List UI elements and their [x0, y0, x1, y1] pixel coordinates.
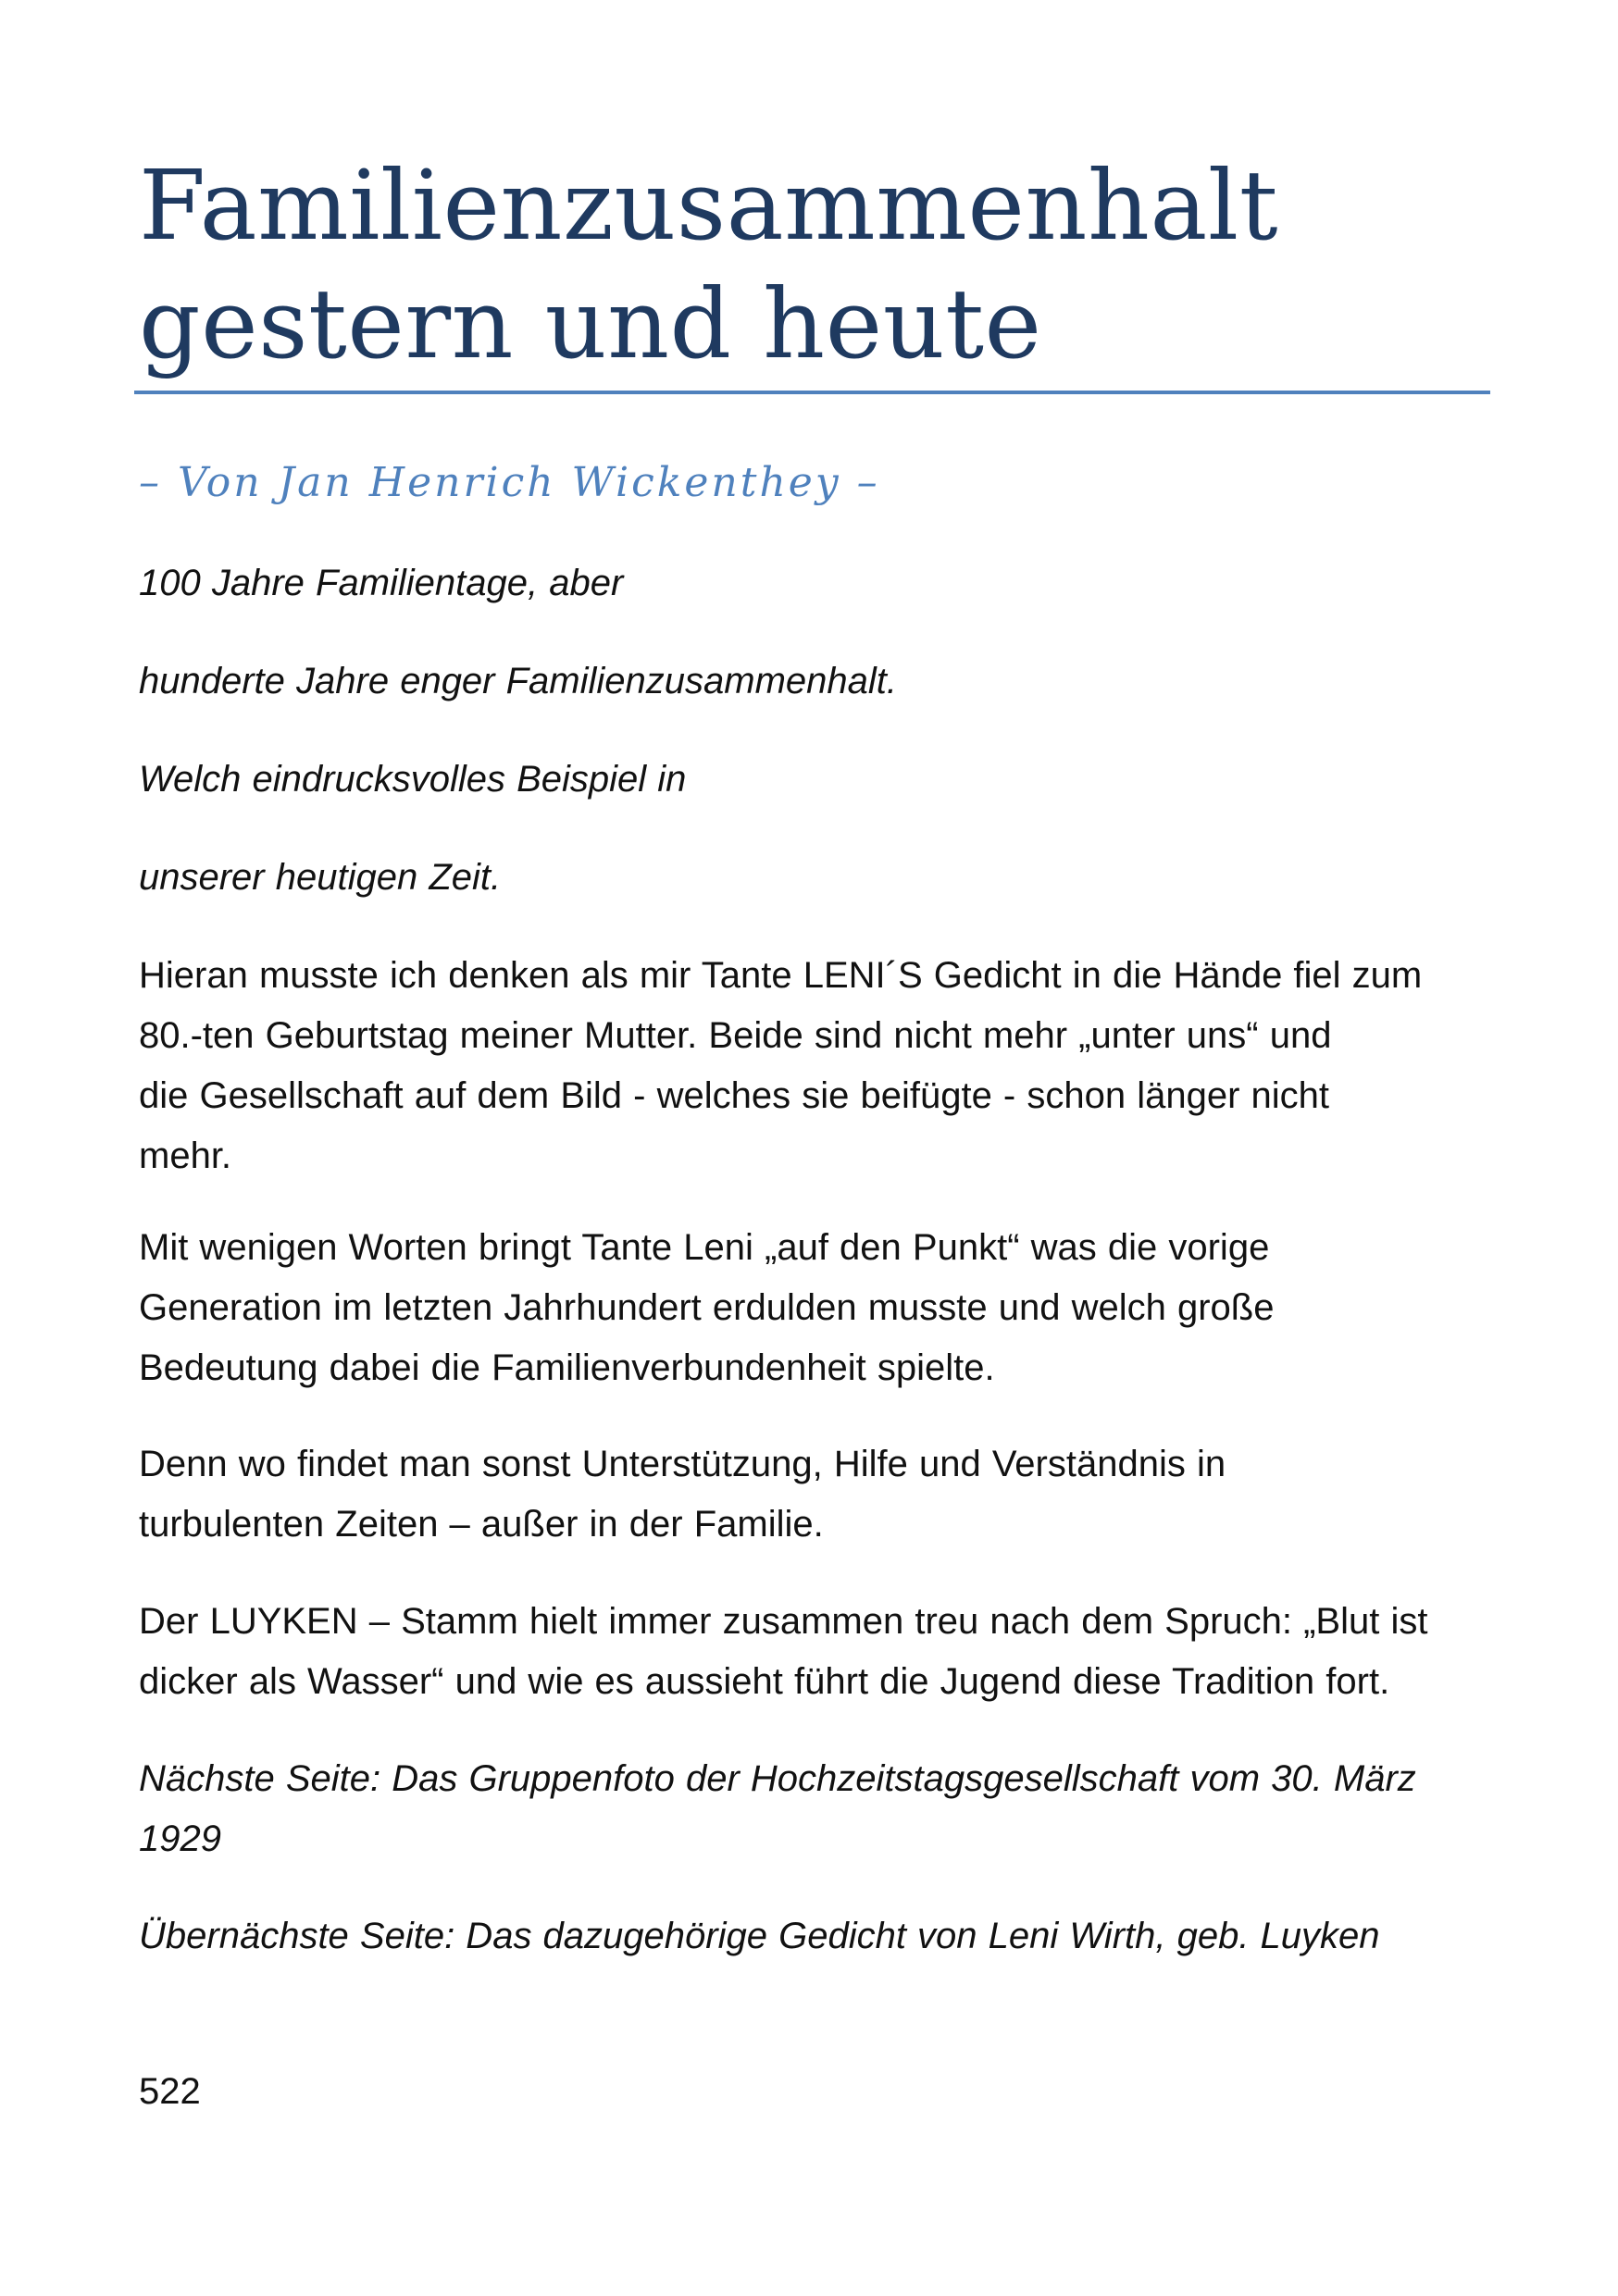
paragraph-line: Bedeutung dabei die Familienverbundenheit spielte. — [139, 1347, 995, 1388]
intro-line: unserer heutigen Zeit. — [139, 857, 502, 898]
paragraph-line: Hieran musste ich denken als mir Tante LENI´S Gedicht in die Hände fiel zum — [139, 955, 1423, 996]
paragraph-line: dicker als Wasser“ und wie es aussieht führt die Jugend diese Tradition fort. — [139, 1661, 1390, 1702]
paragraph-line: 80.-ten Geburtstag meiner Mutter. Beide sind nicht mehr „unter uns“ und — [139, 1015, 1332, 1056]
paragraph-line: mehr. — [139, 1136, 232, 1176]
body-paragraph-4 — [139, 1592, 1490, 1712]
next-page-note — [139, 1749, 1490, 1869]
body-paragraph-2 — [139, 1218, 1490, 1398]
note-line: Übernächste Seite: Das dazugehörige Gedicht von Leni Wirth, geb. Luyken — [139, 1916, 1380, 1956]
body-paragraph-1 — [139, 946, 1490, 1186]
body-paragraph-3 — [139, 1434, 1490, 1555]
intro-line: 100 Jahre Familientage, aber — [139, 563, 624, 603]
intro-line: hunderte Jahre enger Familienzusammenhalt. — [139, 661, 897, 701]
paragraph-line: turbulenten Zeiten – außer in der Familie. — [139, 1504, 824, 1545]
paragraph-line: Der LUYKEN – Stamm hielt immer zusammen treu nach dem Spruch: „Blut ist — [139, 1601, 1428, 1642]
title-line: gestern und heute — [139, 267, 1042, 380]
paragraph-line: Generation im letzten Jahrhundert erdulden musste und welch große — [139, 1287, 1275, 1328]
paragraph-line: die Gesellschaft auf dem Bild - welches sie beifügte - schon länger nicht — [139, 1075, 1330, 1116]
title-line: Familienzusammenhalt — [139, 149, 1278, 262]
page-number: 522 — [139, 2071, 201, 2112]
page-after-next-note — [139, 1906, 1490, 1967]
intro-line: Welch eindrucksvolles Beispiel in — [139, 759, 687, 800]
note-line: 1929 — [139, 1818, 221, 1859]
paragraph-line: Mit wenigen Worten bringt Tante Leni „auf den Punkt“ was die vorige — [139, 1227, 1270, 1268]
title-underline — [134, 391, 1490, 394]
document-title — [139, 146, 1481, 383]
author-byline: – Von Jan Henrich Wickenthey – — [139, 459, 880, 506]
paragraph-line: Denn wo findet man sonst Unterstützung, Hilfe und Verständnis in — [139, 1444, 1226, 1484]
note-line: Nächste Seite: Das Gruppenfoto der Hochzeitstagsgesellschaft vom 30. März — [139, 1758, 1416, 1799]
